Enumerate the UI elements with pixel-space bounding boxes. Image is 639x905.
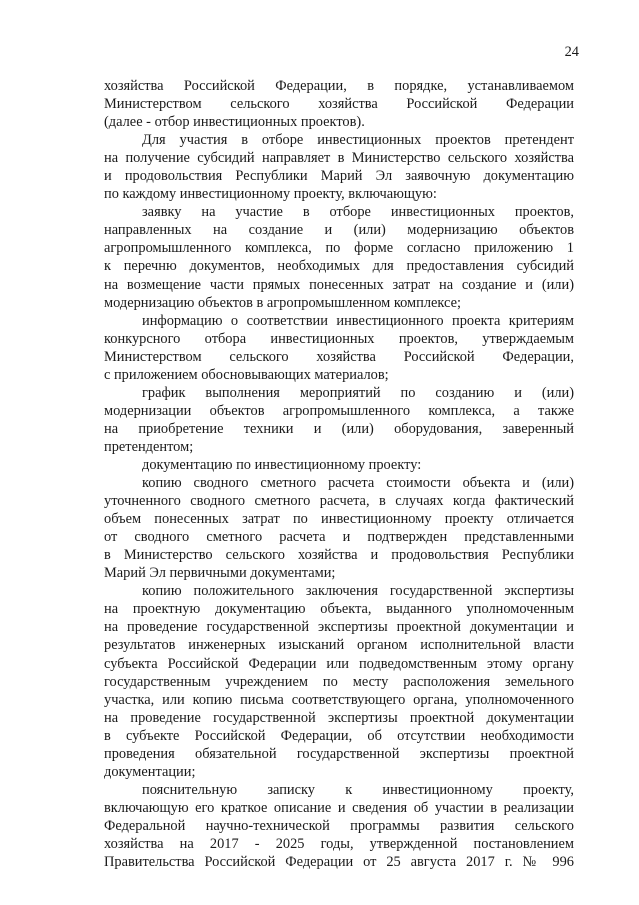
text-line: на проектную документацию объекта, выданного уполномоченным xyxy=(104,601,574,618)
text-line: хозяйства Российской Федерации, в порядке, устанавливаемом xyxy=(104,78,574,94)
text-line: информацию о соответствии инвестиционного проекта критериям xyxy=(142,312,574,329)
text-line: агропромышленного комплекса, по форме согласно приложению 1 xyxy=(104,240,574,257)
text-line: государственным учреждением по месту расположения земельного xyxy=(104,673,574,690)
text-line: Для участия в отборе инвестиционных проектов претендент xyxy=(142,132,574,149)
text-line: субъекта Российской Федерации или подведомственным этому органу xyxy=(104,655,574,672)
text-line: уточненного сводного сметного расчета, в случаях когда фактический xyxy=(104,493,574,510)
text-line: Министерством сельского хозяйства Российской Федерации xyxy=(104,96,574,113)
text-line: модернизации объектов агропромышленного комплекса, а также xyxy=(104,402,574,419)
text-line: к перечню документов, необходимых для предоставления субсидий xyxy=(104,258,574,275)
text-line: Марий Эл первичными документами; xyxy=(104,565,336,582)
text-line: на приобретение техники и (или) оборудования, заверенный xyxy=(104,420,574,437)
body-text xyxy=(104,77,574,871)
text-line: результатов инженерных изысканий органом исполнительной власти xyxy=(104,637,574,654)
text-line: включающую его краткое описание и сведения об участии в реализации xyxy=(104,799,574,816)
text-line: Федеральной научно-технической программы развития сельского xyxy=(104,817,574,834)
text-line: пояснительную записку к инвестиционному проекту, xyxy=(142,781,574,798)
page-number: 24 xyxy=(564,44,579,60)
text-line: направленных на создание и (или) модернизацию объектов xyxy=(104,222,574,239)
text-line: проведения обязательной государственной экспертизы проектной xyxy=(104,745,574,762)
text-line: на проведение государственной экспертизы проектной документации и xyxy=(104,619,574,636)
text-line: от сводного сметного расчета и подтвержден представленными xyxy=(104,529,574,546)
text-line: на проведение государственной экспертизы проектной документации xyxy=(104,709,574,726)
text-line: график выполнения мероприятий по созданию и (или) xyxy=(142,384,574,401)
text-line: Правительства Российской Федерации от 25 августа 2017 г. № 996 xyxy=(104,854,574,871)
text-line: на получение субсидий направляет в Министерство сельского хозяйства xyxy=(104,150,574,167)
text-line: объем понесенных затрат по инвестиционному проекту отличается xyxy=(104,511,574,528)
text-line: документацию по инвестиционному проекту: xyxy=(142,456,422,473)
text-line: хозяйства на 2017 - 2025 годы, утвержденной постановлением xyxy=(104,835,574,852)
text-line: копию положительного заключения государственной экспертизы xyxy=(142,583,574,600)
text-line: в субъекте Российской Федерации, об отсутствии необходимости xyxy=(104,727,574,744)
text-line: Министерством сельского хозяйства Российской Федерации, xyxy=(104,348,574,365)
text-line: и продовольствия Республики Марий Эл заявочную документацию xyxy=(104,168,574,185)
text-line: (далее - отбор инвестиционных проектов). xyxy=(104,114,365,131)
text-line: заявку на участие в отборе инвестиционных проектов, xyxy=(142,204,574,221)
text-line: на возмещение части прямых понесенных затрат на создание и (или) xyxy=(104,276,574,293)
text-line: модернизацию объектов в агропромышленном комплексе; xyxy=(104,294,461,311)
text-line: конкурсного отбора инвестиционных проектов, утверждаемым xyxy=(104,330,574,347)
text-line: документации; xyxy=(104,763,196,780)
text-line: по каждому инвестиционному проекту, включающую: xyxy=(104,186,437,203)
text-line: в Министерство сельского хозяйства и продовольствия Республики xyxy=(104,547,574,564)
text-line: копию сводного сметного расчета стоимости объекта и (или) xyxy=(142,475,574,492)
text-line: участка, или копию письма соответствующего органа, уполномоченного xyxy=(104,691,574,708)
text-line: с приложением обосновывающих материалов; xyxy=(104,366,389,383)
text-line: претендентом; xyxy=(104,438,194,455)
